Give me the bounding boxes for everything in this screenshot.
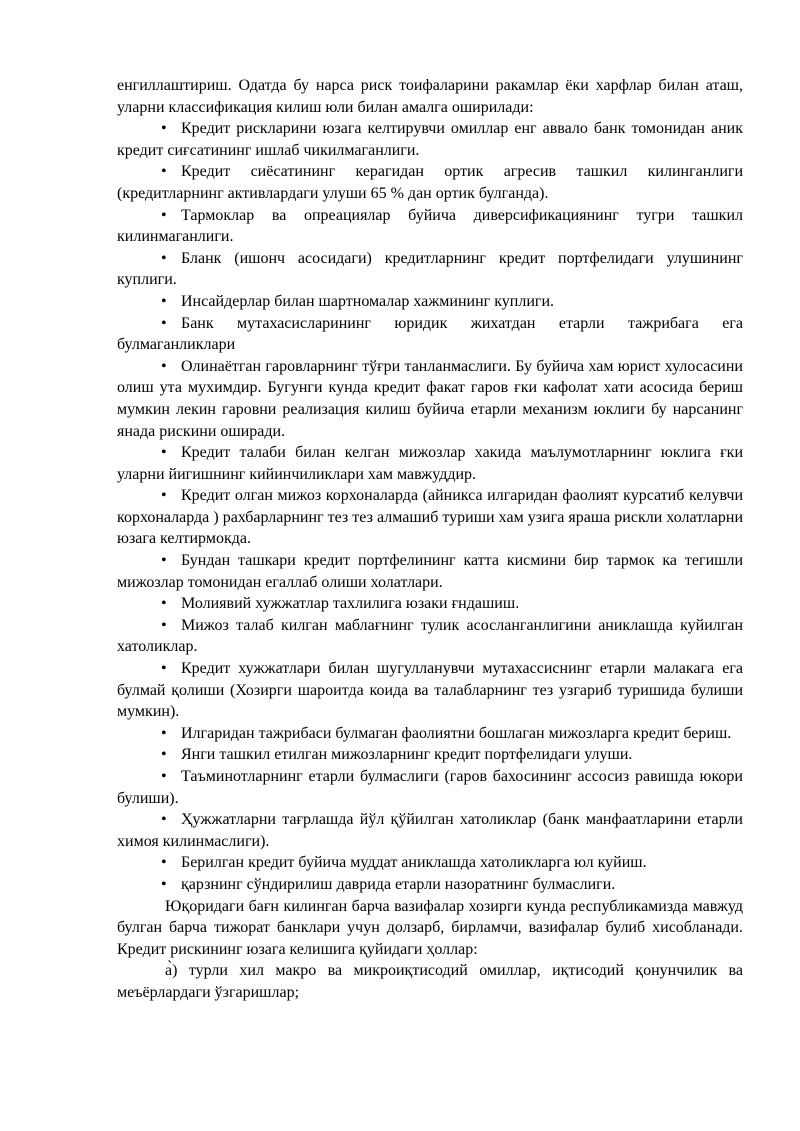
bullet-item: • Берилган кредит буйича муддат аниклашда хатоликларга юл куйиш. xyxy=(117,852,743,874)
bullet-item: • Инсайдерлар билан шартномалар хажмининг куплиги. xyxy=(117,291,743,313)
bullet-item: • Кредит олган мижоз корхоналарда (айникса илгаридан фаолият курсатиб келувчи корхоналарда ) рахбарларнинг тез тез алмашиб туриши хам узига яраша рискли холатларни юзага келтирмокда. xyxy=(117,485,743,550)
bullet-item: • Янги ташкил етилган мижозларнинг кредит портфелидаги улуши. xyxy=(117,744,743,766)
bullet-item: • Бундан ташкари кредит портфелининг катта кисмини бир тармок ка тегишли мижозлар томонидан егаллаб олиши холатлари. xyxy=(117,550,743,593)
document-page xyxy=(117,75,743,1004)
bullet-item: • Кредит хужжатлари билан шугулланувчи мутахассиснинг етарли малакага ега булмай қолиши (Хозирги шароитда коида ва талабларнинг тез узгариб туришида булиши мумкин). xyxy=(117,658,743,723)
list-item-a: а̀) турли хил макро ва микроиқтисодий омиллар, иқтисодий қонунчилик ва меъёрлардаги ўзгаришлар; xyxy=(117,962,743,1001)
bullet-item: • Бланк (ишонч асосидаги) кредитларнинг кредит портфелидаги улушининг куплиги. xyxy=(117,248,743,291)
bullet-item: • Кредит сиёсатининг керагидан ортик агресив ташкил килинганлиги (кредитларнинг активлардаги улуши 65 % дан ортик булганда). xyxy=(117,161,743,204)
bullet-item: • Таъминотларнинг етарли булмаслиги (гаров бахосининг ассосиз равишда юкори булиши). xyxy=(117,766,743,809)
bullet-item: • Банк мутахасисларининг юридик жихатдан етарли тажрибага ега булмаганликлари xyxy=(117,313,743,356)
bullet-item: • Ҳужжатларни тағрлашда йўл қўйилган хатоликлар (банк манфаатларини етарли химоя килинмаслиги). xyxy=(117,809,743,852)
bullet-item: • Молиявий хужжатлар тахлилига юзаки ғндашиш. xyxy=(117,593,743,615)
bullet-item: • Кредит талаби билан келган мижозлар хакида маълумотларнинг юклига ғки уларни йигишнинг кийинчиликлари хам мавжуддир. xyxy=(117,442,743,485)
bullet-item: • Мижоз талаб килган маблағнинг тулик асосланганлигини аниклашда куйилган хатоликлар. xyxy=(117,615,743,658)
body-paragraph: Юқоридаги бағн килинган барча вазифалар хозирги кунда республикамизда мавжуд булган барча тижорат банклари учун долзарб, бирламчи, вазифалар булиб хисобланади. Кредит рискининг юзага келишига қуйидаги ҳоллар: xyxy=(117,897,743,958)
bullet-item: • Илгаридан тажрибаси булмаган фаолиятни бошлаган мижозларга кредит бериш. xyxy=(117,723,743,745)
bullet-item: • Тармоклар ва опреациялар буйича диверсификациянинг тугри ташкил килинмаганлиги. xyxy=(117,205,743,248)
intro-paragraph: енгиллаштириш. Одатда бу нарса риск тоифаларини ракамлар ёки харфлар билан аташ, уларни классификация килиш юли билан амалга оширилади: xyxy=(117,77,743,116)
bullet-item: • Кредит рискларини юзага келтирувчи омиллар енг аввало банк томонидан аник кредит сиғсатининг ишлаб чикилмаганлиги. xyxy=(117,118,743,161)
bullet-item: • қарзнинг сўндирилиш даврида етарли назоратнинг булмаслиги. xyxy=(117,874,743,896)
bullet-item: • Олинаётган гаровларнинг тўғри танланмаслиги. Бу буйича хам юрист хулосасини олиш ута мухимдир. Бугунги кунда кредит факат гаров ғки кафолат хати асосида бериш мумкин лекин гаровни реализация килиш буйича етарли механизм юклиги бу нарсанинг янада рискини оширади. xyxy=(117,356,743,442)
